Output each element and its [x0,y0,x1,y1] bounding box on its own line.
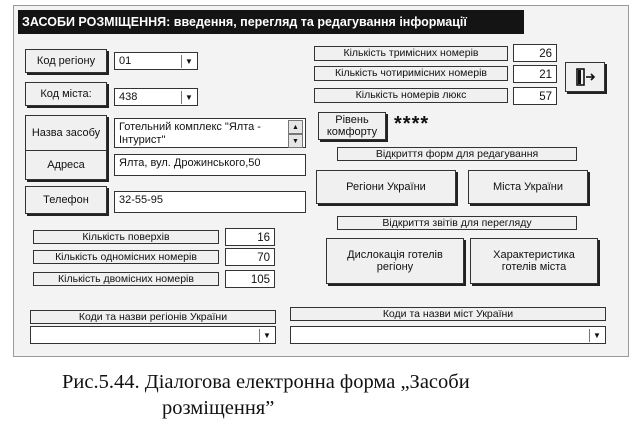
figure-caption-line1: Рис.5.44. Діалогова електронна форма „Засоби [62,371,470,393]
regions-lookup-select[interactable] [30,326,276,344]
cities-button[interactable]: Міста України [468,170,588,204]
city-code-label: Код міста: [25,82,107,106]
double-rooms-label: Кількість двомісних номерів [33,272,219,286]
triple-rooms-label: Кількість тримісних номерів [314,46,508,61]
quad-rooms-label: Кількість чотиримісних номерів [314,66,508,81]
figure-caption-line2: розміщення” [162,397,275,419]
exit-button[interactable] [565,62,605,92]
exit-door-icon [574,67,596,87]
region-code-select[interactable] [114,52,198,70]
lux-rooms-value[interactable]: 57 [513,87,557,105]
phone-label: Телефон [25,186,107,214]
quad-rooms-value[interactable]: 21 [513,65,557,83]
region-code-label: Код регіону [25,49,107,73]
address-label: Адреса [25,150,107,180]
double-rooms-value[interactable]: 105 [225,270,275,288]
window-title: ЗАСОБИ РОЗМІЩЕННЯ: введення, перегляд та редагування інформації [18,10,524,34]
reports-header: Відкриття звітів для перегляду [337,216,577,230]
address-field[interactable]: Ялта, вул. Дрожинського,50 [114,154,306,176]
floors-value[interactable]: 16 [225,228,275,246]
chevron-down-icon[interactable]: ▼ [259,329,274,342]
comfort-label: Рівень комфорту [318,112,386,140]
scroll-up-icon[interactable]: ▲ [288,120,303,134]
phone-field[interactable]: 32-55-95 [114,191,306,213]
single-rooms-label: Кількість одномісних номерів [33,250,219,264]
floors-label: Кількість поверхів [33,230,219,244]
cities-lookup-label: Коди та назви міст України [290,307,606,321]
edit-forms-header: Відкриття форм для редагування [337,147,577,161]
regions-lookup-label: Коди та назви регіонів України [30,310,276,324]
dislocation-button[interactable]: Дислокація готелів регіону [326,238,464,284]
chevron-down-icon[interactable]: ▼ [181,91,196,104]
name-field[interactable] [114,118,306,148]
lux-rooms-label: Кількість номерів люкс [314,88,508,103]
chevron-down-icon[interactable]: ▼ [181,55,196,68]
city-code-select[interactable] [114,88,198,106]
name-label: Назва засобу [25,115,107,151]
characteristics-button[interactable]: Характеристика готелів міста [470,238,598,284]
scroll-down-icon[interactable]: ▼ [288,134,303,148]
single-rooms-value[interactable]: 70 [225,248,275,266]
chevron-down-icon[interactable]: ▼ [589,329,604,342]
triple-rooms-value[interactable]: 26 [513,44,557,62]
comfort-value[interactable]: **** [394,113,430,135]
cities-lookup-select[interactable] [290,326,606,344]
regions-button[interactable]: Регіони України [316,170,456,204]
name-value: Готельний комплекс "Ялта - Інтурист" [119,121,261,146]
city-code-value: 438 [119,91,138,103]
region-code-value: 01 [119,55,132,67]
